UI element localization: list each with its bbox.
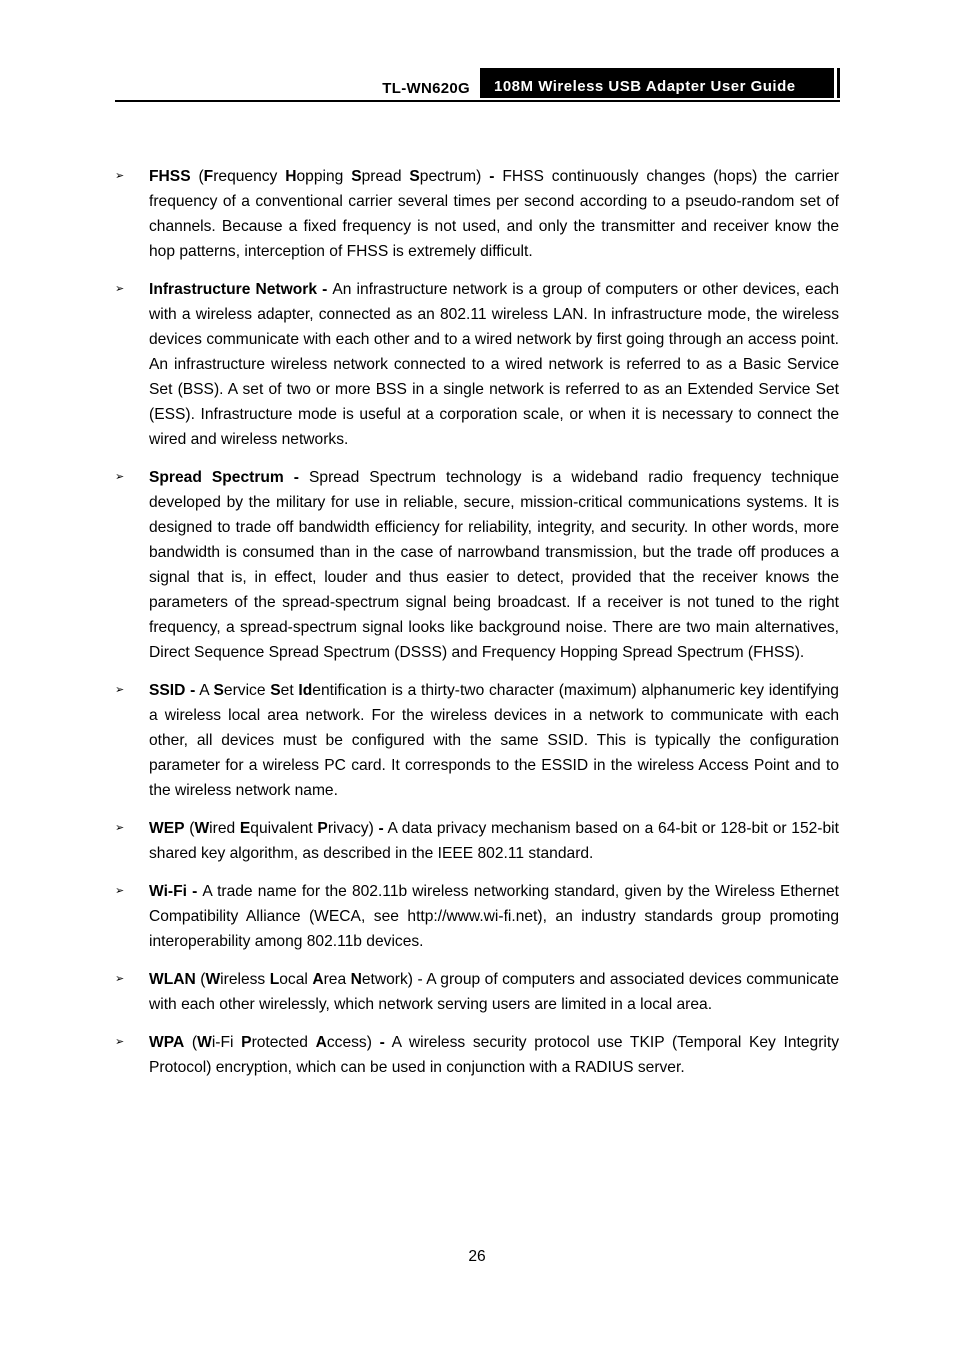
glossary-entry: [115, 164, 839, 264]
glossary-entry: [115, 277, 839, 452]
glossary-term: Wi-Fi: [149, 883, 187, 900]
glossary-text: WEP (Wired Equivalent Privacy) - A data privacy mechanism based on a 64-bit or 128-bit or 152-bit shared key algorithm, as described in the IEEE 802.11 standard.: [149, 820, 839, 862]
bullet-arrow-icon: ➢: [115, 684, 125, 696]
model-name: TL-WN620G: [382, 80, 470, 97]
glossary-text: Wi-Fi - A trade name for the 802.11b wireless networking standard, given by the Wireless Ethernet Compatibility Alliance (WECA, see http://www.wi-fi.net), an industry standards group promoting interoperability among 802.11b devices.: [149, 883, 840, 950]
glossary-text: Spread Spectrum - Spread Spectrum technology is a wideband radio frequency technique developed by the military for use in reliable, secure, mission-critical communications systems. It is designed to trade off bandwidth efficiency for reliability, integrity, and security. In other words, more bandwidth is consumed than in the case of narrowband transmission, but the trade off produces a signal that is, in effect, louder and thus easier to detect, provided that the receiver knows the parameters of the spread-spectrum signal being broadcast. If a receiver is not tuned to the right frequency, a spread-spectrum signal looks like background noise. There are two main alternatives, Direct Sequence Spread Spectrum (DSSS) and Frequency Hopping Spread Spectrum (FHSS).: [149, 469, 839, 661]
glossary-text: WPA (Wi-Fi Protected Access) - A wireless security protocol use TKIP (Temporal Key Integrity Protocol) encryption, which can be used in conjunction with a RADIUS server.: [149, 1034, 839, 1076]
bullet-arrow-icon: ➢: [115, 885, 125, 897]
glossary-term: FHSS: [149, 168, 191, 185]
glossary-text: Infrastructure Network - An infrastructure network is a group of computers or other devices, each with a wireless adapter, connected as an 802.11 wireless LAN. In infrastructure mode, the wireless devices communicate with each other and to a wired network by first going through an access point. An infrastructure wireless network connected to a wired network is referred to as a Basic Service Set (BSS). A set of two or more BSS in a single network is referred to as an Extended Service Set (ESS). Infrastructure mode is useful at a corporation scale, or when it is necessary to connect the wired and wireless networks.: [149, 281, 839, 448]
bullet-arrow-icon: ➢: [115, 822, 125, 834]
page-number: 26: [468, 1248, 486, 1265]
bullet-arrow-icon: ➢: [115, 170, 125, 182]
bullet-arrow-icon: ➢: [115, 471, 125, 483]
glossary-term: WLAN: [149, 971, 196, 988]
glossary-term: WPA: [149, 1034, 185, 1051]
bullet-arrow-icon: ➢: [115, 283, 125, 295]
glossary-entry: [115, 967, 839, 1017]
glossary-term: Infrastructure Network: [149, 281, 317, 298]
glossary-term: WEP: [149, 820, 185, 837]
glossary-term: Spread Spectrum: [149, 469, 284, 486]
glossary-list: [115, 164, 839, 1080]
bullet-arrow-icon: ➢: [115, 973, 125, 985]
glossary-entry: [115, 465, 839, 665]
page-header: [115, 68, 840, 102]
glossary-term: SSID: [149, 682, 186, 699]
glossary-entry: [115, 678, 839, 803]
glossary-entry: [115, 816, 839, 866]
guide-title: 108M Wireless USB Adapter User Guide: [480, 68, 834, 98]
glossary-text: WLAN (Wireless Local Area Network) - A group of computers and associated devices communicate with each other wirelessly, which network serving users are limited in a local area.: [149, 971, 839, 1013]
glossary-entry: [115, 879, 839, 954]
glossary-text: SSID - A Service Set Identification is a thirty-two character (maximum) alphanumeric key identifying a wireless local area network. For the wireless devices in a network to communicate with each other, all devices must be configured with the same SSID. This is typically the configuration parameter for a wireless PC card. It corresponds to the ESSID in the wireless Access Point and to the wireless network name.: [149, 682, 839, 799]
bullet-arrow-icon: ➢: [115, 1036, 125, 1048]
glossary-entry: [115, 1030, 839, 1080]
glossary-text: FHSS (Frequency Hopping Spread Spectrum) - FHSS continuously changes (hops) the carrier frequency of a conventional carrier several times per second according to a pseudo-random set of channels. Because a fixed frequency is not used, and only the transmitter and receiver know the hop patterns, interception of FHSS is extremely difficult.: [149, 168, 839, 260]
